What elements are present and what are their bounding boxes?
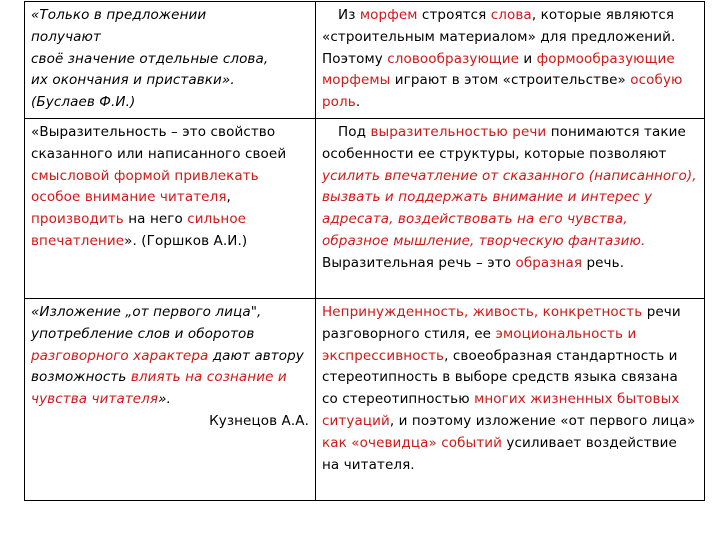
highlight-text: особую роль <box>322 72 683 111</box>
highlight-text: слова <box>490 7 532 23</box>
highlight-text: формообразующие морфемы <box>322 50 675 89</box>
text-fragment: , <box>226 189 231 206</box>
text-fragment: . <box>355 94 361 111</box>
text-fragment: , и поэтому изложение «от первого лица» <box>389 412 696 429</box>
highlight-text: разговорного характера <box>31 347 209 364</box>
table-row <box>25 2 705 119</box>
highlight-italic-text: усилить впечатление от сказанного (написанного), вызвать и поддержать внимание и интерес у адресата, воздействовать на его чувства, образное мышление, творческую фантазию. <box>322 167 697 249</box>
explanation-cell <box>316 299 705 501</box>
table-row <box>25 299 705 501</box>
text-fragment: понимаются такие особенности ее структуры, которые позволяют <box>322 124 686 162</box>
explanation-cell <box>316 119 705 299</box>
text-fragment: усиливает воздействие на читателя. <box>322 434 677 473</box>
quote-cell <box>25 299 316 501</box>
text-fragment: , которые являются «строительным материалом» для предложений. Поэтому <box>322 7 676 67</box>
text-fragment: дают автору возможность <box>31 347 304 386</box>
highlight-text: влиять на сознание и чувства читателя <box>31 369 287 408</box>
text-fragment: Под <box>338 124 371 140</box>
explanation-cell <box>316 2 705 119</box>
text-fragment: играют в этом «строительстве» <box>390 72 631 89</box>
highlight-text: образная <box>515 254 583 271</box>
text-fragment: ». (Горшков А.И.) <box>124 232 248 249</box>
text-fragment: речь. <box>582 254 625 271</box>
quote-line: «Только в предложении <box>31 7 207 23</box>
text-fragment: речи разговорного стиля, ее <box>322 304 681 342</box>
table-row <box>25 119 705 299</box>
text-fragment: «Выразительность – это свойство сказанного или написанного своей <box>31 124 287 162</box>
text-fragment: на него <box>123 211 188 228</box>
highlight-text: выразительностью речи <box>370 124 547 140</box>
highlight-text: морфем <box>359 7 418 23</box>
quotes-table <box>24 1 705 501</box>
quote-cell <box>25 119 316 299</box>
highlight-text: Непринужденность, живость, конкретность <box>322 304 643 320</box>
quote-cell <box>25 2 316 119</box>
text-fragment: ». <box>158 391 171 408</box>
highlight-text: эмоциональность и экспрессивность <box>322 325 637 364</box>
quote-line: получают <box>31 28 101 45</box>
highlight-text: словообразующие <box>387 50 519 67</box>
highlight-text: многих жизненных бытовых ситуаций <box>322 391 680 429</box>
highlight-text: производить <box>31 211 124 228</box>
quote-line: их окончания и приставки». <box>31 72 235 89</box>
quote-author: Кузнецов А.А. <box>209 412 309 429</box>
text-fragment: Из <box>338 7 360 23</box>
highlight-text: сильное впечатление <box>31 211 247 249</box>
text-fragment: «Изложение „от первого лица", употребление слов и оборотов <box>31 304 262 342</box>
text-fragment: Выразительная речь – это <box>322 254 516 271</box>
text-fragment: , своеобразная стандартность и стереотипность в выборе средств языка связана со стереотипностью <box>322 347 678 408</box>
highlight-text: смысловой формой привлекать особое внимание читателя <box>31 167 259 206</box>
text-fragment: и <box>519 50 537 67</box>
quote-line: своё значение отдельные слова, <box>31 50 269 67</box>
text-fragment: строятся <box>417 7 491 23</box>
quote-author: (Буслаев Ф.И.) <box>31 94 136 111</box>
highlight-text: как «очевидца» событий <box>322 434 503 451</box>
